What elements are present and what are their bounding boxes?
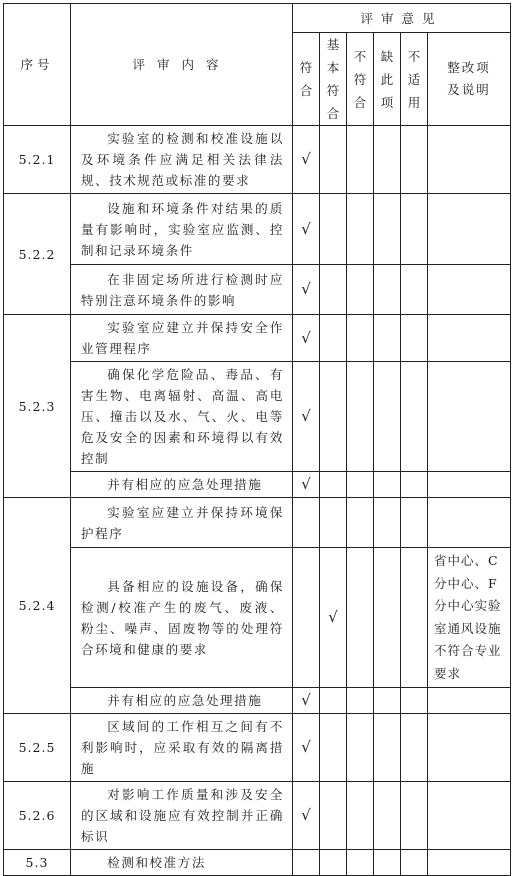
content-cell: 对影响工作质量和涉及安全的区域和设施应有效控制并正确标识 xyxy=(71,782,293,850)
header-row-1 xyxy=(4,4,511,33)
content-header: 评审内容 xyxy=(71,4,293,126)
seq-cell: 5.3 xyxy=(4,850,71,876)
check-mark: √ xyxy=(293,362,320,472)
table-row xyxy=(4,850,511,876)
col-header-not-applicable: 不适用 xyxy=(401,33,428,126)
remark-cell: 省中心、C分中心、F分中心实验室通风设施不符合专业要求 xyxy=(428,548,511,688)
table-row xyxy=(4,362,511,472)
seq-header: 序号 xyxy=(4,4,71,126)
content-cell: 区域间的工作相互之间有不利影响时，应采取有效的隔离措施 xyxy=(71,714,293,782)
seq-cell: 5.2.2 xyxy=(4,194,71,315)
col-header-missing: 缺此项 xyxy=(374,33,401,126)
content-cell: 检测和校准方法 xyxy=(71,850,293,876)
table-row xyxy=(4,315,511,362)
check-mark xyxy=(293,498,320,548)
seq-cell: 5.2.5 xyxy=(4,714,71,782)
table-row xyxy=(4,548,511,688)
col-header-basic-conform: 基本符合 xyxy=(320,33,347,126)
check-mark: √ xyxy=(320,548,347,688)
content-cell: 确保化学危险品、毒品、有害生物、电离辐射、高温、高电压、撞击以及水、气、火、电等危及安全的因素和环境得以有效控制 xyxy=(71,362,293,472)
col-header-remark: 整改项 及说明 xyxy=(428,33,511,126)
check-mark: √ xyxy=(293,714,320,782)
seq-cell: 5.2.3 xyxy=(4,315,71,498)
seq-cell: 5.2.4 xyxy=(4,498,71,714)
check-mark: √ xyxy=(293,472,320,498)
content-cell: 实验室应建立并保持安全作业管理程序 xyxy=(71,315,293,362)
col-header-conform: 符合 xyxy=(293,33,320,126)
check-mark: √ xyxy=(293,265,320,315)
table-row xyxy=(4,782,511,850)
check-mark: √ xyxy=(293,194,320,265)
content-cell: 实验室应建立并保持环境保护程序 xyxy=(71,498,293,548)
review-opinion-header: 评审意见 xyxy=(293,4,511,33)
check-mark: √ xyxy=(293,315,320,362)
table-row xyxy=(4,126,511,194)
table-row xyxy=(4,714,511,782)
content-cell: 设施和环境条件对结果的质量有影响时，实验室应监测、控制和记录环境条件 xyxy=(71,194,293,265)
table-row xyxy=(4,194,511,265)
check-mark: √ xyxy=(293,688,320,714)
check-mark: √ xyxy=(293,126,320,194)
table-row xyxy=(4,472,511,498)
seq-cell: 5.2.1 xyxy=(4,126,71,194)
content-cell: 实验室的检测和校准设施以及环境条件应满足相关法律法规、技术规范或标准的要求 xyxy=(71,126,293,194)
seq-cell: 5.2.6 xyxy=(4,782,71,850)
check-mark xyxy=(293,850,320,876)
content-cell: 并有相应的应急处理措施 xyxy=(71,688,293,714)
table-row xyxy=(4,498,511,548)
content-cell: 并有相应的应急处理措施 xyxy=(71,472,293,498)
review-table xyxy=(3,3,511,876)
content-cell: 在非固定场所进行检测时应特别注意环境条件的影响 xyxy=(71,265,293,315)
check-mark: √ xyxy=(293,782,320,850)
col-header-nonconform: 不符合 xyxy=(347,33,374,126)
table-row xyxy=(4,265,511,315)
content-cell: 具备相应的设施设备，确保检测/校准产生的废气、废液、粉尘、噪声、固废物等的处理符合环境和健康的要求 xyxy=(71,548,293,688)
table-row xyxy=(4,688,511,714)
